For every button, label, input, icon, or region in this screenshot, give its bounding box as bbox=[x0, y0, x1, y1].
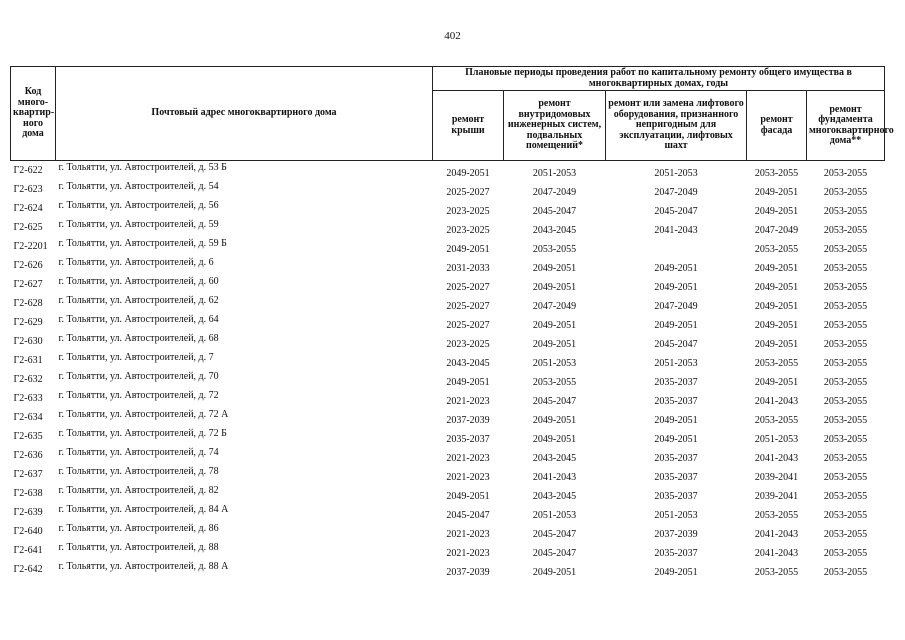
page-number: 402 bbox=[444, 30, 461, 42]
roof-period: 2049-2051 bbox=[446, 491, 490, 502]
systems-period: 2053-2055 bbox=[532, 244, 577, 255]
table-row bbox=[11, 237, 885, 256]
repair-schedule-sheet bbox=[10, 66, 894, 579]
lift-period: 2049-2051 bbox=[654, 567, 698, 578]
table-header bbox=[11, 67, 894, 161]
lift-period: 2047-2049 bbox=[654, 187, 698, 198]
house-address: г. Тольятти, ул. Автостроителей, д. 72 А bbox=[58, 409, 229, 420]
header-group: Плановые периоды проведения работ по капитальному ремонту общего имущества в многоквартирных домах, годы bbox=[433, 67, 885, 91]
systems-period: 2051-2053 bbox=[532, 510, 577, 521]
systems-period: 2043-2045 bbox=[532, 225, 577, 236]
facade-period: 2053-2055 bbox=[754, 358, 799, 369]
roof-period: 2049-2051 bbox=[446, 377, 490, 388]
table-body bbox=[11, 161, 885, 580]
facade-period: 2049-2051 bbox=[754, 320, 799, 331]
roof-period: 2037-2039 bbox=[446, 567, 490, 578]
house-code: Г2-623 bbox=[13, 184, 43, 195]
header-code: Код много-квартир-ного дома bbox=[11, 67, 56, 161]
table-row bbox=[11, 313, 885, 332]
house-code: Г2-630 bbox=[13, 336, 43, 347]
house-address: г. Тольятти, ул. Автостроителей, д. 88 А bbox=[58, 561, 229, 572]
lift-period: 2047-2049 bbox=[654, 301, 698, 312]
foundation-period: 2053-2055 bbox=[823, 263, 868, 274]
lift-period: 2035-2037 bbox=[654, 453, 698, 464]
systems-period: 2051-2053 bbox=[532, 358, 577, 369]
table-row bbox=[11, 560, 885, 579]
table-row bbox=[11, 465, 885, 484]
roof-period: 2021-2023 bbox=[446, 529, 490, 540]
table-row bbox=[11, 446, 885, 465]
lift-period: 2049-2051 bbox=[654, 434, 698, 445]
table-row bbox=[11, 541, 885, 560]
table-row bbox=[11, 199, 885, 218]
table-row bbox=[11, 256, 885, 275]
house-code: Г2-637 bbox=[13, 469, 43, 480]
table-row bbox=[11, 351, 885, 370]
roof-period: 2025-2027 bbox=[446, 282, 490, 293]
house-code: Г2-635 bbox=[13, 431, 43, 442]
facade-period: 2047-2049 bbox=[754, 225, 799, 236]
foundation-period: 2053-2055 bbox=[823, 491, 868, 502]
foundation-period: 2053-2055 bbox=[823, 225, 868, 236]
roof-period: 2023-2025 bbox=[446, 206, 490, 217]
lift-period: 2041-2043 bbox=[654, 225, 698, 236]
facade-period: 2041-2043 bbox=[754, 453, 799, 464]
table-row bbox=[11, 180, 885, 199]
house-address: г. Тольятти, ул. Автостроителей, д. 64 bbox=[58, 314, 219, 325]
house-code: Г2-632 bbox=[13, 374, 43, 385]
house-address: г. Тольятти, ул. Автостроителей, д. 72 bbox=[58, 390, 219, 401]
roof-period: 2045-2047 bbox=[446, 510, 490, 521]
lift-period: 2049-2051 bbox=[654, 415, 698, 426]
systems-period: 2049-2051 bbox=[532, 263, 577, 274]
foundation-period: 2053-2055 bbox=[823, 548, 868, 559]
table-row bbox=[11, 427, 885, 446]
roof-period: 2025-2027 bbox=[446, 301, 490, 312]
house-code: Г2-2201 bbox=[13, 241, 48, 252]
lift-period bbox=[606, 237, 747, 256]
header-facade: ремонт фасада bbox=[747, 91, 807, 161]
house-code: Г2-639 bbox=[13, 507, 43, 518]
roof-period: 2025-2027 bbox=[446, 320, 490, 331]
lift-period: 2049-2051 bbox=[654, 320, 698, 331]
house-code: Г2-636 bbox=[13, 450, 43, 461]
house-address: г. Тольятти, ул. Автостроителей, д. 82 bbox=[58, 485, 219, 496]
table-row bbox=[11, 389, 885, 408]
header-systems: ремонт внутридомовых инженерных систем, подвальных помещений* bbox=[504, 91, 606, 161]
house-address: г. Тольятти, ул. Автостроителей, д. 56 bbox=[58, 200, 219, 211]
roof-period: 2031-2033 bbox=[446, 263, 490, 274]
roof-period: 2023-2025 bbox=[446, 225, 490, 236]
facade-period: 2053-2055 bbox=[754, 415, 799, 426]
house-code: Г2-642 bbox=[13, 564, 43, 575]
systems-period: 2049-2051 bbox=[532, 434, 577, 445]
facade-period: 2049-2051 bbox=[754, 187, 799, 198]
systems-period: 2049-2051 bbox=[532, 415, 577, 426]
systems-period: 2049-2051 bbox=[532, 339, 577, 350]
repair-schedule-table bbox=[10, 66, 894, 579]
roof-period: 2049-2051 bbox=[446, 168, 490, 179]
house-address: г. Тольятти, ул. Автостроителей, д. 86 bbox=[58, 523, 219, 534]
foundation-period: 2053-2055 bbox=[823, 320, 868, 331]
table-row bbox=[11, 218, 885, 237]
foundation-period: 2053-2055 bbox=[823, 244, 868, 255]
lift-period: 2045-2047 bbox=[654, 339, 698, 350]
foundation-period: 2053-2055 bbox=[823, 206, 868, 217]
lift-period: 2051-2053 bbox=[654, 168, 698, 179]
roof-period: 2025-2027 bbox=[446, 187, 490, 198]
facade-period: 2053-2055 bbox=[754, 168, 799, 179]
lift-period: 2035-2037 bbox=[654, 491, 698, 502]
house-address: г. Тольятти, ул. Автостроителей, д. 59 Б bbox=[58, 238, 227, 249]
facade-period: 2039-2041 bbox=[754, 472, 799, 483]
systems-period: 2045-2047 bbox=[532, 206, 577, 217]
house-address: г. Тольятти, ул. Автостроителей, д. 60 bbox=[58, 276, 219, 287]
roof-period: 2035-2037 bbox=[446, 434, 490, 445]
foundation-period: 2053-2055 bbox=[823, 377, 868, 388]
roof-period: 2021-2023 bbox=[446, 548, 490, 559]
house-code: Г2-622 bbox=[13, 165, 43, 176]
table-row bbox=[11, 275, 885, 294]
systems-period: 2051-2053 bbox=[532, 168, 577, 179]
roof-period: 2021-2023 bbox=[446, 396, 490, 407]
house-address: г. Тольятти, ул. Автостроителей, д. 6 bbox=[58, 257, 214, 268]
facade-period: 2049-2051 bbox=[754, 339, 799, 350]
roof-period: 2021-2023 bbox=[446, 472, 490, 483]
roof-period: 2037-2039 bbox=[446, 415, 490, 426]
facade-period: 2049-2051 bbox=[754, 206, 799, 217]
lift-period: 2035-2037 bbox=[654, 396, 698, 407]
roof-period: 2021-2023 bbox=[446, 453, 490, 464]
table-row bbox=[11, 294, 885, 313]
table-row bbox=[11, 522, 885, 541]
header-lift: ремонт или замена лифтового оборудования, признанного непригодным для эксплуатации, лифтовых шахт bbox=[606, 91, 747, 161]
table-row bbox=[11, 484, 885, 503]
facade-period: 2041-2043 bbox=[754, 548, 799, 559]
systems-period: 2043-2045 bbox=[532, 453, 577, 464]
systems-period: 2045-2047 bbox=[532, 396, 577, 407]
facade-period: 2053-2055 bbox=[754, 510, 799, 521]
foundation-period: 2053-2055 bbox=[823, 396, 868, 407]
systems-period: 2053-2055 bbox=[532, 377, 577, 388]
facade-period: 2049-2051 bbox=[754, 301, 799, 312]
lift-period: 2035-2037 bbox=[654, 377, 698, 388]
foundation-period: 2053-2055 bbox=[823, 567, 868, 578]
facade-period: 2049-2051 bbox=[754, 377, 799, 388]
house-address: г. Тольятти, ул. Автостроителей, д. 59 bbox=[58, 219, 219, 230]
house-code: Г2-627 bbox=[13, 279, 43, 290]
house-address: г. Тольятти, ул. Автостроителей, д. 7 bbox=[58, 352, 214, 363]
house-code: Г2-641 bbox=[13, 545, 43, 556]
systems-period: 2049-2051 bbox=[532, 567, 577, 578]
foundation-period: 2053-2055 bbox=[823, 339, 868, 350]
table-row bbox=[11, 370, 885, 389]
house-code: Г2-631 bbox=[13, 355, 43, 366]
foundation-period: 2053-2055 bbox=[823, 301, 868, 312]
roof-period: 2049-2051 bbox=[446, 244, 490, 255]
systems-period: 2049-2051 bbox=[532, 320, 577, 331]
facade-period: 2053-2055 bbox=[754, 567, 799, 578]
house-code: Г2-640 bbox=[13, 526, 43, 537]
lift-period: 2035-2037 bbox=[654, 548, 698, 559]
header-address: Почтовый адрес многоквартирного дома bbox=[56, 67, 433, 161]
facade-period: 2049-2051 bbox=[754, 282, 799, 293]
systems-period: 2041-2043 bbox=[532, 472, 577, 483]
systems-period: 2047-2049 bbox=[532, 187, 577, 198]
roof-period: 2023-2025 bbox=[446, 339, 490, 350]
roof-period: 2043-2045 bbox=[446, 358, 490, 369]
house-code: Г2-624 bbox=[13, 203, 43, 214]
foundation-period: 2053-2055 bbox=[823, 510, 868, 521]
systems-period: 2043-2045 bbox=[532, 491, 577, 502]
table-row bbox=[11, 503, 885, 522]
facade-period: 2053-2055 bbox=[754, 244, 799, 255]
facade-period: 2049-2051 bbox=[754, 263, 799, 274]
foundation-period: 2053-2055 bbox=[823, 529, 868, 540]
house-address: г. Тольятти, ул. Автостроителей, д. 62 bbox=[58, 295, 219, 306]
systems-period: 2047-2049 bbox=[532, 301, 577, 312]
foundation-period: 2053-2055 bbox=[823, 434, 868, 445]
house-address: г. Тольятти, ул. Автостроителей, д. 68 bbox=[58, 333, 219, 344]
table-row bbox=[11, 408, 885, 427]
house-address: г. Тольятти, ул. Автостроителей, д. 84 А bbox=[58, 504, 229, 515]
foundation-period: 2053-2055 bbox=[823, 282, 868, 293]
foundation-period: 2053-2055 bbox=[823, 358, 868, 369]
header-foundation: ремонт фундамента многоквартирного дома** bbox=[807, 91, 885, 161]
foundation-period: 2053-2055 bbox=[823, 472, 868, 483]
house-code: Г2-629 bbox=[13, 317, 43, 328]
house-code: Г2-625 bbox=[13, 222, 43, 233]
house-address: г. Тольятти, ул. Автостроителей, д. 72 Б bbox=[58, 428, 227, 439]
foundation-period: 2053-2055 bbox=[823, 168, 868, 179]
lift-period: 2035-2037 bbox=[654, 472, 698, 483]
house-address: г. Тольятти, ул. Автостроителей, д. 88 bbox=[58, 542, 219, 553]
table-row bbox=[11, 161, 885, 181]
table-row bbox=[11, 332, 885, 351]
header-roof: ремонт крыши bbox=[433, 91, 504, 161]
house-address: г. Тольятти, ул. Автостроителей, д. 54 bbox=[58, 181, 219, 192]
house-code: Г2-626 bbox=[13, 260, 43, 271]
lift-period: 2045-2047 bbox=[654, 206, 698, 217]
lift-period: 2049-2051 bbox=[654, 263, 698, 274]
house-code: Г2-628 bbox=[13, 298, 43, 309]
house-address: г. Тольятти, ул. Автостроителей, д. 70 bbox=[58, 371, 219, 382]
facade-period: 2051-2053 bbox=[754, 434, 799, 445]
house-address: г. Тольятти, ул. Автостроителей, д. 74 bbox=[58, 447, 219, 458]
lift-period: 2051-2053 bbox=[654, 510, 698, 521]
lift-period: 2051-2053 bbox=[654, 358, 698, 369]
foundation-period: 2053-2055 bbox=[823, 453, 868, 464]
house-code: Г2-634 bbox=[13, 412, 43, 423]
lift-period: 2049-2051 bbox=[654, 282, 698, 293]
foundation-period: 2053-2055 bbox=[823, 415, 868, 426]
foundation-period: 2053-2055 bbox=[823, 187, 868, 198]
house-address: г. Тольятти, ул. Автостроителей, д. 78 bbox=[58, 466, 219, 477]
facade-period: 2041-2043 bbox=[754, 529, 799, 540]
systems-period: 2049-2051 bbox=[532, 282, 577, 293]
systems-period: 2045-2047 bbox=[532, 548, 577, 559]
systems-period: 2045-2047 bbox=[532, 529, 577, 540]
lift-period: 2037-2039 bbox=[654, 529, 698, 540]
house-address: г. Тольятти, ул. Автостроителей, д. 53 Б bbox=[58, 162, 227, 173]
facade-period: 2041-2043 bbox=[754, 396, 799, 407]
house-code: Г2-638 bbox=[13, 488, 43, 499]
house-code: Г2-633 bbox=[13, 393, 43, 404]
facade-period: 2039-2041 bbox=[754, 491, 799, 502]
